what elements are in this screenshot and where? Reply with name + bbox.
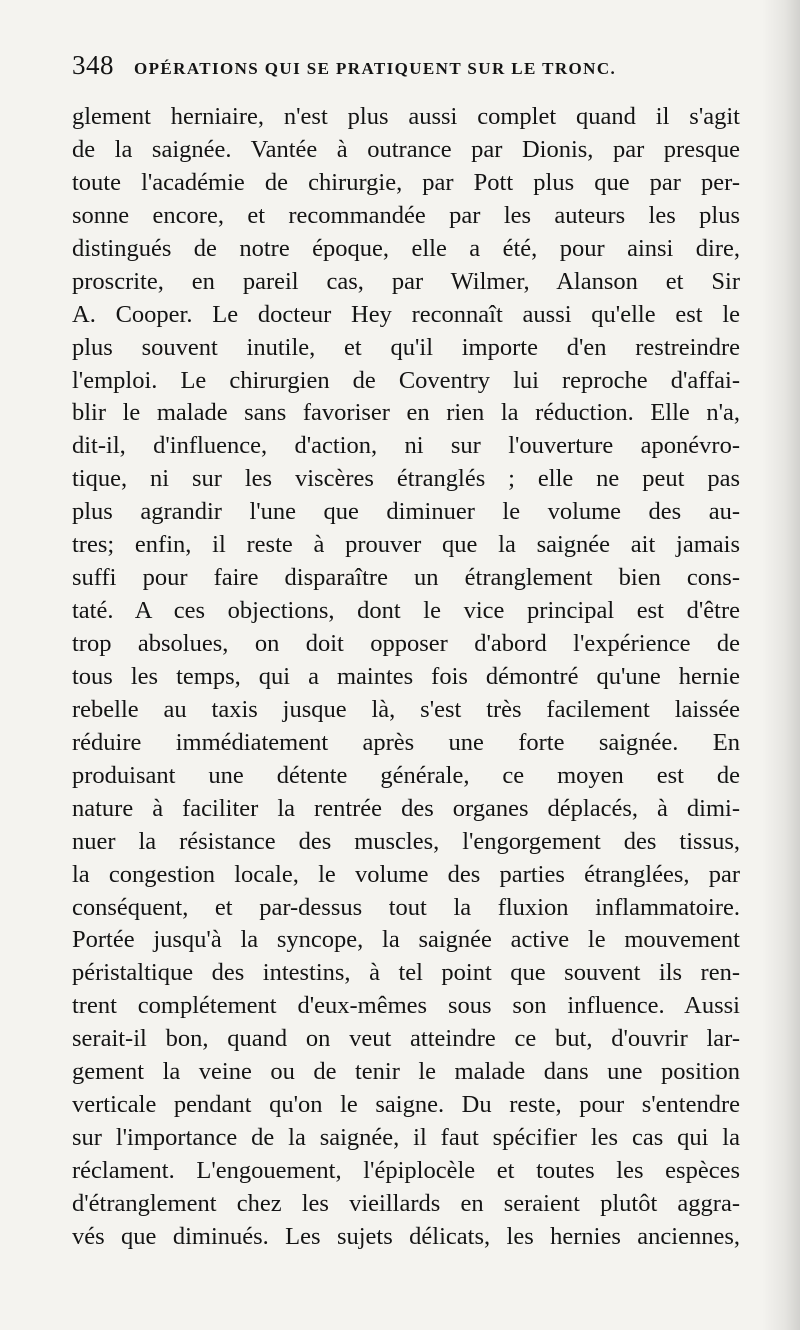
text-line: d'étranglement chez les vieillards en seraient plutôt aggra- xyxy=(72,1189,740,1217)
text-line: tique, ni sur les viscères étranglés ; elle ne peut pas xyxy=(72,465,740,493)
text-line: proscrite, en pareil cas, par Wilmer, Alanson et Sir xyxy=(72,267,740,295)
text-line: réclament. L'engouement, l'épiplocèle et toutes les espèces xyxy=(72,1157,740,1184)
body-text xyxy=(72,101,740,1254)
text-line: plus agrandir l'une que diminuer le volume des au- xyxy=(72,498,740,526)
running-title: OPÉRATIONS QUI SE PRATIQUENT SUR LE TRONC. xyxy=(134,59,617,78)
text-line: serait-il bon, quand on veut atteindre ce but, d'ouvrir lar- xyxy=(72,1025,740,1053)
text-line: sonne encore, et recommandée par les auteurs les plus xyxy=(72,201,740,229)
text-line: conséquent, et par-dessus tout la fluxion inflammatoire. xyxy=(72,893,740,921)
text-line: tres; enfin, il reste à prouver que la saignée ait jamais xyxy=(72,531,740,559)
text-line: blir le malade sans favoriser en rien la réduction. Elle n'a, xyxy=(72,399,740,427)
text-line: nuer la résistance des muscles, l'engorgement des tissus, xyxy=(72,827,740,855)
text-line: toute l'académie de chirurgie, par Pott plus que par per- xyxy=(72,168,740,196)
text-line: A. Cooper. Le docteur Hey reconnaît aussi qu'elle est le xyxy=(72,300,740,328)
text-line: gement la veine ou de tenir le malade dans une position xyxy=(72,1058,740,1086)
text-line: la congestion locale, le volume des parties étranglées, par xyxy=(72,860,740,888)
text-line: suffi pour faire disparaître un étranglement bien cons- xyxy=(72,564,740,592)
text-line: rebelle au taxis jusque là, s'est très facilement laissée xyxy=(72,695,740,723)
text-line: trent complétement d'eux-mêmes sous son influence. Aussi xyxy=(72,992,740,1020)
text-line: glement herniaire, n'est plus aussi complet quand il s'agit xyxy=(72,103,740,130)
text-line: produisant une détente générale, ce moyen est de xyxy=(72,761,740,789)
page-edge-shadow xyxy=(762,0,800,1330)
text-line: réduire immédiatement après une forte saignée. En xyxy=(72,728,740,756)
text-line: péristaltique des intestins, à tel point que souvent ils ren- xyxy=(72,959,740,987)
page-header xyxy=(72,50,704,90)
text-line: dit-il, d'influence, d'action, ni sur l'ouverture aponévro- xyxy=(72,432,740,460)
text-line: plus souvent inutile, et qu'il importe d'en restreindre xyxy=(72,333,740,361)
text-line: distingués de notre époque, elle a été, pour ainsi dire, xyxy=(72,234,740,262)
text-line: taté. A ces objections, dont le vice principal est d'être xyxy=(72,597,740,625)
text-line: de la saignée. Vantée à outrance par Dionis, par presque xyxy=(72,135,740,163)
page-number: 348 xyxy=(72,50,114,80)
text-line: sur l'importance de la saignée, il faut spécifier les cas qui la xyxy=(72,1124,740,1152)
text-line: vés que diminués. Les sujets délicats, les hernies anciennes, xyxy=(72,1222,740,1250)
text-line: verticale pendant qu'on le saigne. Du reste, pour s'entendre xyxy=(72,1091,740,1119)
text-line: nature à faciliter la rentrée des organes déplacés, à dimi- xyxy=(72,794,740,822)
text-line: Portée jusqu'à la syncope, la saignée active le mouvement xyxy=(72,926,740,954)
text-line: l'emploi. Le chirurgien de Coventry lui reproche d'affai- xyxy=(72,366,740,394)
text-line: tous les temps, qui a maintes fois démontré qu'une hernie xyxy=(72,662,740,690)
text-line: trop absolues, on doit opposer d'abord l'expérience de xyxy=(72,630,740,657)
